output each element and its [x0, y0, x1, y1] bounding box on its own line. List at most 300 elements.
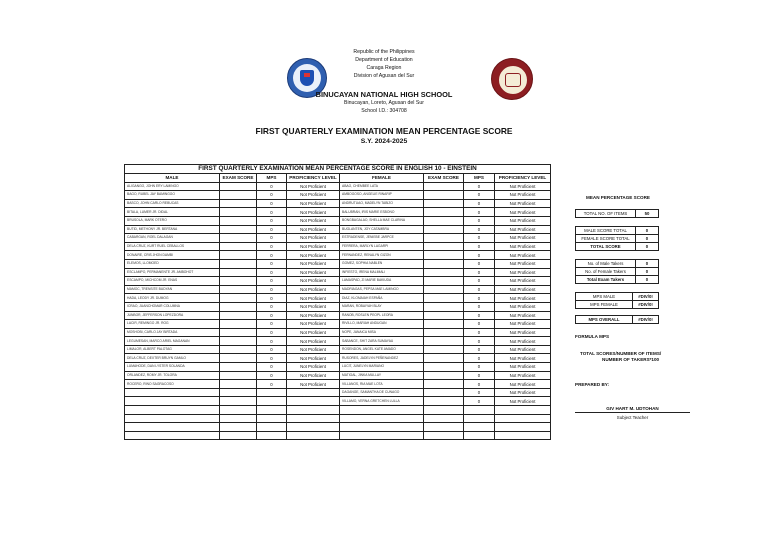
- female-level: Not Proficient: [495, 294, 551, 303]
- male-mps: 0: [257, 302, 287, 311]
- male-level: Not Proficient: [287, 216, 340, 225]
- female-name: MADRIAGAS, PEPSA MAE LAMINGO: [340, 285, 424, 294]
- female-mps: 0: [464, 251, 495, 260]
- mps-female-value: #DIV/0!: [633, 301, 659, 309]
- female-level: Not Proficient: [495, 345, 551, 354]
- male-mps: 0: [257, 182, 287, 191]
- female-name: LAMASPAD, ZI MARIE BAKIUDA: [340, 277, 424, 286]
- female-name: AMBOGOSO, ANGELIE RINARIP: [340, 191, 424, 200]
- female-name: VILLANOS, RIA MAE LOTA: [340, 380, 424, 389]
- male-mps: 0: [257, 380, 287, 389]
- female-score: [424, 182, 464, 191]
- male-mps: 0: [257, 277, 287, 286]
- table-row: [125, 191, 551, 200]
- mps-overall-label: MPS OVERALL: [576, 316, 633, 324]
- table-row: [125, 363, 551, 372]
- female-mps: 0: [464, 268, 495, 277]
- female-mps: 0: [464, 191, 495, 200]
- female-score: [424, 302, 464, 311]
- male-mps: [257, 406, 287, 415]
- female-score: [424, 328, 464, 337]
- female-mps: 0: [464, 337, 495, 346]
- male-level: Not Proficient: [287, 277, 340, 286]
- table-row: [125, 388, 551, 397]
- male-score: [220, 182, 257, 191]
- takers-box: [575, 259, 659, 284]
- female-mps: 0: [464, 277, 495, 286]
- male-level: Not Proficient: [287, 294, 340, 303]
- table-row: [125, 234, 551, 243]
- female-level: [495, 406, 551, 415]
- female-name: VILLAMO, VERNA GRETCHEN LULLA: [340, 397, 424, 406]
- total-score-value: 0: [636, 243, 659, 251]
- mps-gender-box: [575, 292, 659, 309]
- mps-male-label: MPS MALE: [576, 293, 633, 301]
- header-department: Department of Education: [355, 57, 413, 63]
- male-mps: 0: [257, 234, 287, 243]
- table-row: [125, 337, 551, 346]
- male-level: Not Proficient: [287, 242, 340, 251]
- female-name: RUSORES, JADELYN PEÑENANDEZ: [340, 354, 424, 363]
- male-total-value: 0: [636, 227, 659, 235]
- male-mps: 0: [257, 225, 287, 234]
- female-mps: 0: [464, 388, 495, 397]
- female-name: [340, 431, 424, 440]
- male-level: Not Proficient: [287, 337, 340, 346]
- female-score: [424, 277, 464, 286]
- male-level: [287, 423, 340, 432]
- female-level: Not Proficient: [495, 311, 551, 320]
- male-score: [220, 285, 257, 294]
- male-mps: 0: [257, 199, 287, 208]
- preparer-name: GIV HART M. UDTOHAN: [575, 406, 690, 413]
- preparer-role: Subject Teacher: [616, 415, 649, 420]
- female-level: Not Proficient: [495, 337, 551, 346]
- table-row: [125, 371, 551, 380]
- male-score: [220, 208, 257, 217]
- female-level: Not Proficient: [495, 302, 551, 311]
- male-mps: 0: [257, 285, 287, 294]
- female-mps: 0: [464, 216, 495, 225]
- female-level: Not Proficient: [495, 208, 551, 217]
- female-mps: 0: [464, 259, 495, 268]
- female-score: [424, 311, 464, 320]
- male-score: [220, 225, 257, 234]
- female-level: [495, 431, 551, 440]
- male-name: ESCLAMPO, PERMANENTE JR. AMBOHOT: [125, 268, 220, 277]
- table-row: [125, 208, 551, 217]
- female-name: ANDRUTUAO, MADELYN TABIZO: [340, 199, 424, 208]
- formula-line-1: TOTAL SCORES/NUMBER OF ITEMS/: [580, 351, 662, 356]
- female-level: [495, 414, 551, 423]
- male-level: [287, 431, 340, 440]
- items-value: 50: [636, 210, 659, 218]
- total-score-label: TOTAL SCORE: [576, 243, 636, 251]
- female-name: DIAZ, KLOMAIAH ESPAÑA: [340, 294, 424, 303]
- table-row: [125, 242, 551, 251]
- items-label: TOTAL NO. OF ITEMS: [576, 210, 636, 218]
- female-name: RANOB, ROSLEN PEOPL LEORA: [340, 311, 424, 320]
- female-name: GOMEZ, SOPHIA NABLEN: [340, 259, 424, 268]
- table-row: [125, 251, 551, 260]
- female-name: RIVILLO, MARIAH ANDUGAN: [340, 320, 424, 329]
- female-score: [424, 242, 464, 251]
- male-score: [220, 354, 257, 363]
- table-row: [125, 406, 551, 415]
- male-score: [220, 431, 257, 440]
- female-mps: 0: [464, 225, 495, 234]
- female-mps: 0: [464, 182, 495, 191]
- male-mps: 0: [257, 328, 287, 337]
- male-score: [220, 423, 257, 432]
- female-mps: 0: [464, 345, 495, 354]
- male-score: [220, 345, 257, 354]
- female-level: Not Proficient: [495, 182, 551, 191]
- male-score: [220, 328, 257, 337]
- col-male-level: PROFICIENCY LEVEL: [287, 174, 340, 183]
- female-score: [424, 199, 464, 208]
- table-caption: FIRST QUARTERLY EXAMINATION MEAN PERCENTAGE SCORE IN ENGLISH 10 - EINSTEIN: [125, 165, 551, 174]
- male-name: ROCERO, RINO SAGRACOSO: [125, 380, 220, 389]
- mps-overall-value: #DIV/0!: [633, 316, 659, 324]
- table-row: [125, 311, 551, 320]
- female-level: Not Proficient: [495, 328, 551, 337]
- female-level: Not Proficient: [495, 320, 551, 329]
- male-mps: 0: [257, 191, 287, 200]
- female-level: [495, 423, 551, 432]
- female-mps: 0: [464, 354, 495, 363]
- male-name: ICRAO, JUANCHOMAR COLUMNA: [125, 302, 220, 311]
- female-mps: 0: [464, 242, 495, 251]
- female-name: ABAO, CHEMBEE LATA: [340, 182, 424, 191]
- mps-heading: MEAN PERCENTAGE SCORE: [586, 195, 650, 200]
- male-name: [125, 397, 220, 406]
- female-name: MARAN, ROBAIYAH BLAY: [340, 302, 424, 311]
- school-name: BINUCAYAN NATIONAL HIGH SCHOOL: [315, 90, 453, 99]
- female-level: Not Proficient: [495, 354, 551, 363]
- female-score: [424, 397, 464, 406]
- female-mps: 0: [464, 285, 495, 294]
- table-row: [125, 182, 551, 191]
- male-level: Not Proficient: [287, 363, 340, 372]
- female-total-value: 0: [636, 235, 659, 243]
- male-mps: 0: [257, 354, 287, 363]
- female-level: Not Proficient: [495, 371, 551, 380]
- table-row: [125, 277, 551, 286]
- male-name: LUMAHODE, DAN LYSTER SOLANDA: [125, 363, 220, 372]
- table-row: [125, 259, 551, 268]
- female-total-label: FEMALE SCORE TOTAL: [576, 235, 636, 243]
- female-score: [424, 268, 464, 277]
- male-mps: [257, 388, 287, 397]
- items-box: [575, 209, 659, 218]
- prepared-by-label: PREPARED BY:: [575, 382, 610, 387]
- male-mps: [257, 431, 287, 440]
- male-mps: 0: [257, 294, 287, 303]
- male-level: [287, 388, 340, 397]
- mps-male-value: #DIV/0!: [633, 293, 659, 301]
- formula-line-2: NUMBER OF TAKERS*100: [602, 357, 660, 362]
- female-mps: 0: [464, 397, 495, 406]
- male-score: [220, 380, 257, 389]
- female-name: BALUBRAN, IRIS MARIE ESBONO: [340, 208, 424, 217]
- male-level: Not Proficient: [287, 311, 340, 320]
- total-takers-value: 0: [636, 276, 659, 284]
- col-female-level: PROFICIENCY LEVEL: [495, 174, 551, 183]
- female-name: INFIESTO, IRENA MALIMALI: [340, 268, 424, 277]
- total-takers-label: Total Exam Takers: [576, 276, 636, 284]
- female-score: [424, 431, 464, 440]
- male-name: ELEMOS, LLOMOED: [125, 259, 220, 268]
- female-name: DAGANGE, SAMANTHA DE CUNAGO: [340, 388, 424, 397]
- table-row: [125, 294, 551, 303]
- table-row: [125, 199, 551, 208]
- male-score: [220, 320, 257, 329]
- male-name: [125, 388, 220, 397]
- table-row: [125, 423, 551, 432]
- male-name: DELA CRUZ, DEXTER BRUYN GAMLO: [125, 354, 220, 363]
- male-score: [220, 199, 257, 208]
- female-mps: 0: [464, 294, 495, 303]
- female-name: [340, 423, 424, 432]
- male-mps: 0: [257, 242, 287, 251]
- female-mps: 0: [464, 302, 495, 311]
- male-level: Not Proficient: [287, 234, 340, 243]
- male-level: [287, 414, 340, 423]
- female-mps: 0: [464, 380, 495, 389]
- female-score: [424, 294, 464, 303]
- table-row: [125, 268, 551, 277]
- male-name: LACIR, REMINGO JR. ROG: [125, 320, 220, 329]
- male-mps: 0: [257, 311, 287, 320]
- female-score: [424, 354, 464, 363]
- female-score: [424, 251, 464, 260]
- female-name: MATIGAL, JINKA MULLAY: [340, 371, 424, 380]
- female-name: SABANCE, SHIT ZARA SUMAYAU: [340, 337, 424, 346]
- male-score: [220, 363, 257, 372]
- male-level: Not Proficient: [287, 191, 340, 200]
- female-score: [424, 225, 464, 234]
- male-level: Not Proficient: [287, 328, 340, 337]
- female-takers-value: 0: [636, 268, 659, 276]
- male-name: [125, 406, 220, 415]
- col-female: FEMALE: [340, 174, 424, 183]
- male-mps: 0: [257, 345, 287, 354]
- table-row: [125, 397, 551, 406]
- female-name: [340, 414, 424, 423]
- male-name: BITALA, LUMER JR. DIDAL: [125, 208, 220, 217]
- table-row: [125, 285, 551, 294]
- male-name: ALIGANGO, JOHN ERY LAMINGO: [125, 182, 220, 191]
- female-mps: 0: [464, 199, 495, 208]
- table-row: [125, 216, 551, 225]
- male-level: Not Proficient: [287, 251, 340, 260]
- male-name: HADA, LEODY JR. DUMOG: [125, 294, 220, 303]
- mps-female-label: MPS FEMALE: [576, 301, 633, 309]
- female-score: [424, 191, 464, 200]
- mps-table: [124, 164, 551, 440]
- female-name: ROSENDON, ANGEL KATE AMADO: [340, 345, 424, 354]
- male-level: Not Proficient: [287, 199, 340, 208]
- report-title: FIRST QUARTERLY EXAMINATION MEAN PERCENTAGE SCORE: [255, 126, 513, 136]
- female-mps: [464, 414, 495, 423]
- female-level: Not Proficient: [495, 268, 551, 277]
- female-name: [340, 406, 424, 415]
- header-republic: Republic of the Philippines: [353, 49, 415, 55]
- male-level: Not Proficient: [287, 259, 340, 268]
- female-name: FERRERA, MARLYN LAGARPI: [340, 242, 424, 251]
- female-name: BONGBAGALAO, SHELLA MAE CLARINA: [340, 216, 424, 225]
- male-mps: [257, 423, 287, 432]
- male-level: Not Proficient: [287, 302, 340, 311]
- male-score: [220, 311, 257, 320]
- school-year: S.Y. 2024-2025: [360, 138, 408, 145]
- female-score: [424, 371, 464, 380]
- male-name: DONAIRE, CRIS JHON DAMBI: [125, 251, 220, 260]
- male-name: ESCAMPO, MICHCOM JR. ENAS: [125, 277, 220, 286]
- female-mps: 0: [464, 311, 495, 320]
- female-name: ESTRADENSE, JENIEBE JARPCE: [340, 234, 424, 243]
- header-division: Division of Agusan del Sur: [353, 73, 415, 79]
- male-score: [220, 397, 257, 406]
- female-level: Not Proficient: [495, 234, 551, 243]
- female-mps: 0: [464, 208, 495, 217]
- female-mps: [464, 423, 495, 432]
- female-level: Not Proficient: [495, 242, 551, 251]
- male-name: JUNBOR, JEFFERSON LOPEZDORA: [125, 311, 220, 320]
- male-takers-value: 0: [636, 260, 659, 268]
- male-name: LEGUMESAN, MARCO ARIEL MAGANAN: [125, 337, 220, 346]
- male-score: [220, 388, 257, 397]
- male-level: Not Proficient: [287, 320, 340, 329]
- mps-overall-box: [575, 315, 659, 324]
- male-level: Not Proficient: [287, 380, 340, 389]
- male-name: BRUSOLA, MARK OTERO: [125, 216, 220, 225]
- col-female-mps: MPS: [464, 174, 495, 183]
- male-mps: [257, 414, 287, 423]
- female-takers-label: No. of Female Takers: [576, 268, 636, 276]
- female-score: [424, 406, 464, 415]
- male-score: [220, 371, 257, 380]
- formula-label: FORMULA MPS: [575, 334, 610, 339]
- female-mps: 0: [464, 320, 495, 329]
- female-level: Not Proficient: [495, 285, 551, 294]
- male-score: [220, 277, 257, 286]
- female-score: [424, 380, 464, 389]
- female-mps: 0: [464, 234, 495, 243]
- female-level: Not Proficient: [495, 380, 551, 389]
- female-level: Not Proficient: [495, 277, 551, 286]
- male-level: Not Proficient: [287, 354, 340, 363]
- male-mps: 0: [257, 363, 287, 372]
- female-score: [424, 345, 464, 354]
- male-mps: 0: [257, 337, 287, 346]
- male-level: Not Proficient: [287, 345, 340, 354]
- female-level: Not Proficient: [495, 199, 551, 208]
- table-header-row: [125, 174, 551, 183]
- male-level: Not Proficient: [287, 225, 340, 234]
- table-row: [125, 345, 551, 354]
- male-score: [220, 294, 257, 303]
- female-mps: [464, 431, 495, 440]
- female-mps: 0: [464, 363, 495, 372]
- female-score: [424, 259, 464, 268]
- male-name: [125, 423, 220, 432]
- col-male-mps: MPS: [257, 174, 287, 183]
- male-score: [220, 268, 257, 277]
- male-score: [220, 242, 257, 251]
- male-mps: 0: [257, 251, 287, 260]
- female-score: [424, 285, 464, 294]
- female-level: Not Proficient: [495, 251, 551, 260]
- male-name: [125, 431, 220, 440]
- female-score: [424, 234, 464, 243]
- table-row: [125, 414, 551, 423]
- female-name: LUCIT, JUNELYN MARIANO: [340, 363, 424, 372]
- male-level: Not Proficient: [287, 208, 340, 217]
- male-mps: 0: [257, 268, 287, 277]
- male-score: [220, 216, 257, 225]
- female-level: Not Proficient: [495, 363, 551, 372]
- female-level: Not Proficient: [495, 388, 551, 397]
- col-male: MALE: [125, 174, 220, 183]
- male-name: MAMOC, TRENSITE BUDYAN: [125, 285, 220, 294]
- male-total-label: MALE SCORE TOTAL: [576, 227, 636, 235]
- male-name: ORLANDEZ, ROMY JR. TOLORA: [125, 371, 220, 380]
- male-name: BASCO, JOHN CARLO REBUCAS: [125, 199, 220, 208]
- male-mps: [257, 397, 287, 406]
- table-row: [125, 328, 551, 337]
- male-takers-label: No. of Male Takers: [576, 260, 636, 268]
- female-mps: 0: [464, 328, 495, 337]
- male-score: [220, 414, 257, 423]
- female-mps: 0: [464, 371, 495, 380]
- female-level: Not Proficient: [495, 191, 551, 200]
- col-female-score: EXAM SCORE: [424, 174, 464, 183]
- header-region: Caraga Region: [366, 65, 402, 71]
- female-level: Not Proficient: [495, 225, 551, 234]
- female-name: FERNANDEZ, RENALYN GIZON: [340, 251, 424, 260]
- female-name: BUGLANTEN, JOY CATAMBRA: [340, 225, 424, 234]
- male-name: MOSHOBI, CARLO JAY BIRTADA: [125, 328, 220, 337]
- male-score: [220, 191, 257, 200]
- male-name: BUTID, METHONY JR. BERTANA: [125, 225, 220, 234]
- female-level: Not Proficient: [495, 397, 551, 406]
- female-mps: [464, 406, 495, 415]
- table-row: [125, 302, 551, 311]
- table-row: [125, 354, 551, 363]
- male-score: [220, 251, 257, 260]
- female-score: [424, 414, 464, 423]
- male-level: Not Proficient: [287, 371, 340, 380]
- male-name: LIMALOR, ALBERT PALOTAG: [125, 345, 220, 354]
- male-name: DELA CRUZ, KURT RUEL CEBALLOS: [125, 242, 220, 251]
- female-level: Not Proficient: [495, 216, 551, 225]
- male-level: [287, 397, 340, 406]
- male-score: [220, 337, 257, 346]
- female-score: [424, 337, 464, 346]
- score-totals-box: [575, 226, 659, 251]
- male-level: Not Proficient: [287, 268, 340, 277]
- school-address: Binucayan, Loreto, Agusan del Sur: [344, 100, 424, 106]
- male-mps: 0: [257, 216, 287, 225]
- female-score: [424, 208, 464, 217]
- female-score: [424, 388, 464, 397]
- male-score: [220, 406, 257, 415]
- female-score: [424, 363, 464, 372]
- male-score: [220, 234, 257, 243]
- female-level: Not Proficient: [495, 259, 551, 268]
